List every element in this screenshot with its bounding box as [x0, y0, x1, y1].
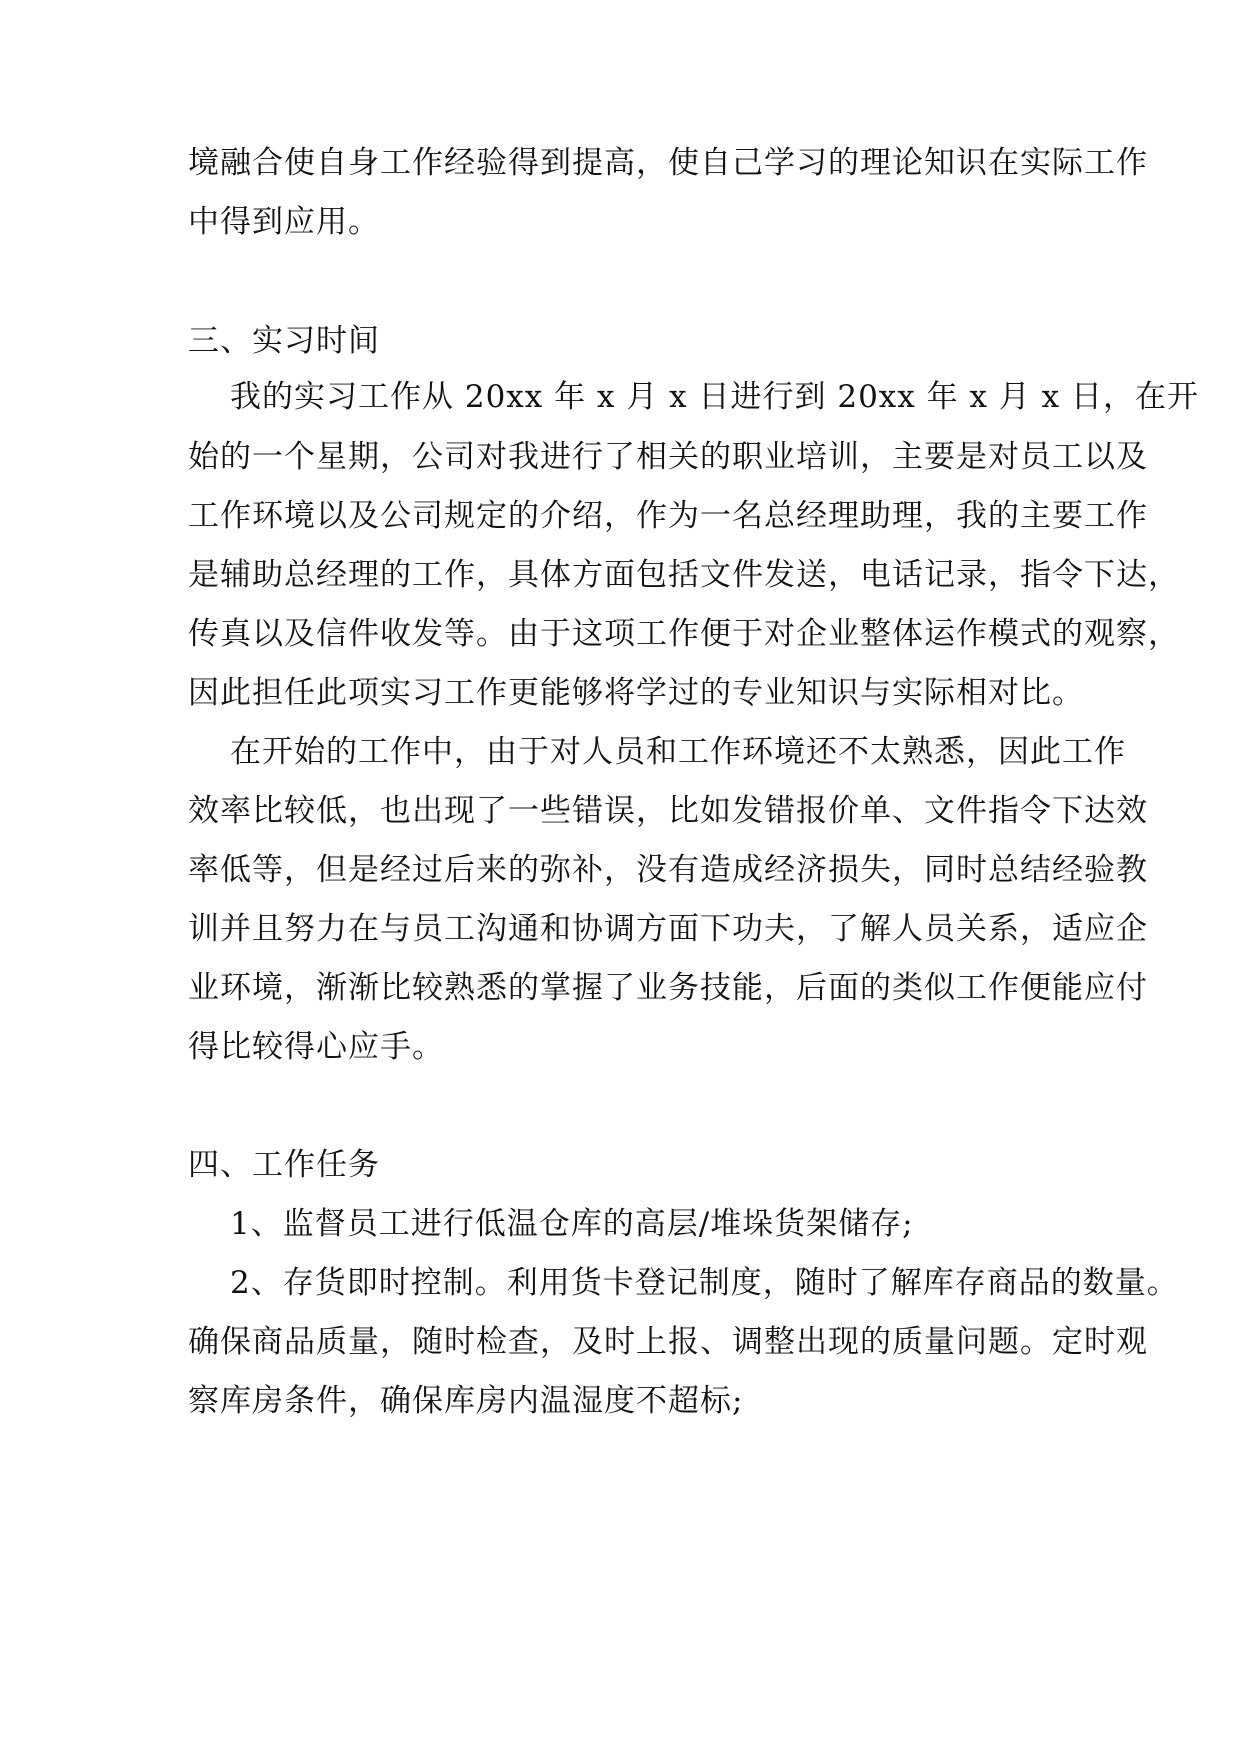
paragraph-line: 确保商品质量，随时检查，及时上报、调整出现的质量问题。定时观	[188, 1324, 1148, 1360]
paragraph-line: 中得到应用。	[188, 204, 380, 240]
section-heading: 三、实习时间	[188, 323, 380, 359]
paragraph-line: 工作环境以及公司规定的介绍，作为一名总经理助理，我的主要工作	[188, 498, 1148, 534]
paragraph-line: 效率比较低，也出现了一些错误，比如发错报价单、文件指令下达效	[188, 793, 1148, 829]
paragraph-line: 境融合使自身工作经验得到提高，使自己学习的理论知识在实际工作	[188, 145, 1148, 181]
paragraph-line: 训并且努力在与员工沟通和协调方面下功夫，了解人员关系，适应企	[188, 911, 1148, 947]
paragraph-line: 始的一个星期，公司对我进行了相关的职业培训，主要是对员工以及	[188, 439, 1148, 475]
paragraph-line: 业环境，渐渐比较熟悉的掌握了业务技能，后面的类似工作便能应付	[188, 970, 1148, 1006]
paragraph-line: 率低等，但是经过后来的弥补，没有造成经济损失，同时总结经验教	[188, 852, 1148, 888]
paragraph-line: 是辅助总经理的工作，具体方面包括文件发送，电话记录，指令下达，	[188, 557, 1180, 593]
paragraph-line: 在开始的工作中，由于对人员和工作环境还不太熟悉，因此工作	[230, 734, 1126, 770]
section-heading: 四、工作任务	[188, 1147, 380, 1183]
paragraph-line: 我的实习工作从 20xx 年 x 月 x 日进行到 20xx 年 x 月 x 日，在开	[230, 379, 1200, 415]
paragraph-line: 察库房条件，确保库房内温湿度不超标;	[188, 1383, 744, 1419]
list-item: 2、存货即时控制。利用货卡登记制度，随时了解库存商品的数量。	[230, 1265, 1179, 1301]
list-item: 1、监督员工进行低温仓库的高层/堆垛货架储存;	[230, 1206, 914, 1242]
paragraph-line: 得比较得心应手。	[188, 1029, 444, 1065]
paragraph-line: 传真以及信件收发等。由于这项工作便于对企业整体运作模式的观察，	[188, 616, 1180, 652]
paragraph-line: 因此担任此项实习工作更能够将学过的专业知识与实际相对比。	[188, 675, 1084, 711]
